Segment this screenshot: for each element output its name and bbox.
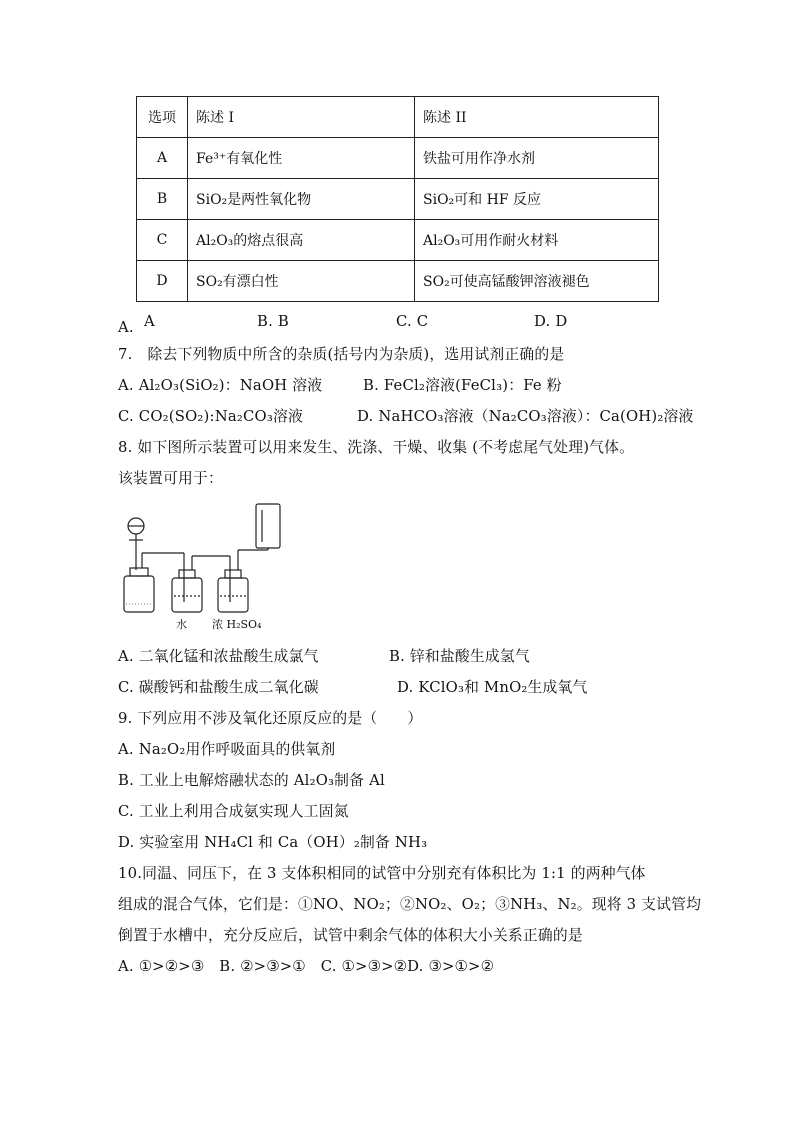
table-cell-statement-2: 铁盐可用作净水剂 bbox=[415, 138, 659, 179]
q9-option-a: A. Na₂O₂用作呼吸面具的供氧剂 bbox=[118, 741, 336, 758]
q9-stem: 9. 下列应用不涉及氧化还原反应的是（ ） bbox=[118, 710, 423, 727]
q7-option-a: A. Al₂O₃(SiO₂)：NaOH 溶液 bbox=[118, 377, 323, 394]
table-cell-option: B bbox=[137, 179, 188, 220]
q8-option-d: D. KClO₃和 MnO₂生成氧气 bbox=[397, 679, 588, 696]
table-row bbox=[137, 220, 659, 261]
table-header-row bbox=[137, 97, 659, 138]
q6-option-d: D. D bbox=[534, 313, 568, 330]
table-row bbox=[137, 179, 659, 220]
q7-option-d: D. NaHCO₃溶液（Na₂CO₃溶液）：Ca(OH)₂溶液 bbox=[357, 408, 694, 425]
q9-option-b: B. 工业上电解熔融状态的 Al₂O₃制备 Al bbox=[118, 772, 385, 789]
q6-option-prefix: A. bbox=[118, 319, 134, 336]
q10-stem-line-2: 组成的混合气体，它们是：①NO、NO₂；②NO₂、O₂；③NH₃、N₂。现将 3 支试管均 bbox=[118, 896, 702, 913]
q7-stem: 7. 除去下列物质中所含的杂质(括号内为杂质)，选用试剂正确的是 bbox=[118, 346, 565, 363]
q6-option-a: A bbox=[144, 313, 155, 330]
table-cell-statement-1: SiO₂是两性氧化物 bbox=[188, 179, 415, 220]
table-header-cell: 陈述 II bbox=[415, 97, 659, 138]
table-cell-statement-1: Fe³⁺有氧化性 bbox=[188, 138, 415, 179]
table-cell-option: D bbox=[137, 261, 188, 302]
table-row bbox=[137, 138, 659, 179]
table-cell-statement-2: Al₂O₃可用作耐火材料 bbox=[415, 220, 659, 261]
gas-apparatus-figure bbox=[118, 498, 298, 636]
q6-option-c: C. C bbox=[396, 313, 429, 330]
q9-option-d: D. 实验室用 NH₄Cl 和 Ca（OH）₂制备 NH₃ bbox=[118, 834, 428, 851]
table-cell-option: C bbox=[137, 220, 188, 261]
table-cell-statement-2: SO₂可使高锰酸钾溶液褪色 bbox=[415, 261, 659, 302]
q7-option-b: B. FeCl₂溶液(FeCl₃)：Fe 粉 bbox=[363, 377, 562, 394]
apparatus-diagram bbox=[118, 498, 298, 636]
table-row bbox=[137, 261, 659, 302]
q10-stem-line-1: 10.同温、同压下，在 3 支体积相同的试管中分别充有体积比为 1:1 的两种气体 bbox=[118, 865, 646, 882]
statements-table bbox=[136, 96, 659, 302]
q8-stem-line-2: 该装置可用于： bbox=[118, 470, 223, 487]
q8-option-c: C. 碳酸钙和盐酸生成二氧化碳 bbox=[118, 679, 319, 696]
q8-option-b: B. 锌和盐酸生成氢气 bbox=[389, 648, 530, 665]
table-cell-statement-1: Al₂O₃的熔点很高 bbox=[188, 220, 415, 261]
q10-options: A. ①>②>③ B. ②>③>① C. ①>③>②D. ③>①>② bbox=[118, 958, 495, 975]
q6-option-b: B. B bbox=[257, 313, 289, 330]
q8-stem-line-1: 8. 如下图所示装置可以用来发生、洗涤、干燥、收集 (不考虑尾气处理)气体。 bbox=[118, 439, 635, 456]
label-water: 水 bbox=[176, 618, 187, 631]
table-cell-statement-1: SO₂有漂白性 bbox=[188, 261, 415, 302]
q9-option-c: C. 工业上利用合成氨实现人工固氮 bbox=[118, 803, 349, 820]
table-cell-statement-2: SiO₂可和 HF 反应 bbox=[415, 179, 659, 220]
q7-option-c: C. CO₂(SO₂):Na₂CO₃溶液 bbox=[118, 408, 303, 425]
q10-stem-line-3: 倒置于水槽中，充分反应后，试管中剩余气体的体积大小关系正确的是 bbox=[118, 927, 583, 944]
q8-option-a: A. 二氧化锰和浓盐酸生成氯气 bbox=[118, 648, 319, 665]
table-header-cell: 选项 bbox=[137, 97, 188, 138]
table-header-cell: 陈述 I bbox=[188, 97, 415, 138]
table-cell-option: A bbox=[137, 138, 188, 179]
label-conc-h2so4: 浓 H₂SO₄ bbox=[212, 618, 262, 631]
